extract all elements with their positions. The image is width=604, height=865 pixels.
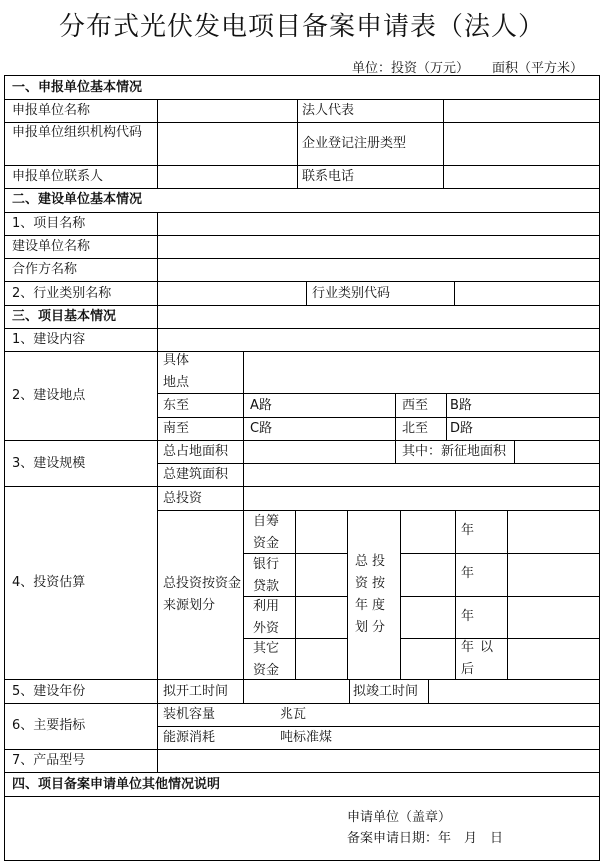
section-4-header: 四、项目备案申请单位其他情况说明 [12,777,221,792]
contact-field[interactable] [158,166,296,187]
builder-name-label: 建设单位名称 [12,239,91,254]
location-label: 2、建设地点 [12,388,86,403]
north-road-field[interactable]: D路 [450,421,474,436]
legal-rep-label: 法人代表 [302,103,355,118]
total-invest-label: 总投资 [163,491,203,506]
bank-loan-field[interactable] [296,554,346,595]
project-name-label: 1、项目名称 [12,216,86,231]
content-field[interactable] [158,329,599,350]
foreign-field[interactable] [296,597,346,637]
year-after-label: 年以后 [461,640,500,677]
other-info-field[interactable] [6,797,598,859]
year-3-field[interactable] [401,597,454,637]
model-field[interactable] [158,750,599,771]
reg-type-label: 企业登记注册类型 [302,136,407,151]
content-label: 1、建设内容 [12,332,86,347]
yearly-label: 总投资按年度划分 [355,554,390,635]
start-label: 拟开工时间 [163,684,229,699]
industry-name-label: 2、行业类别名称 [12,286,112,301]
phone-field[interactable] [444,166,599,187]
year-1-amount-field[interactable] [508,511,599,552]
investment-unit-note: 单位：投资（万元） [352,61,470,76]
industry-code-field[interactable] [455,282,599,304]
west-road-field[interactable]: B路 [450,398,472,413]
unit-name-label: 申报单位名称 [12,103,91,118]
self-fund-field[interactable] [296,511,346,552]
self-fund-label: 自筹资金 [253,514,280,551]
model-label: 7、产品型号 [12,753,86,768]
east-road-field[interactable]: A路 [250,398,272,413]
year-2-label: 年 [461,566,475,581]
year-3-label: 年 [461,609,475,624]
section-3-header: 三、项目基本情况 [12,309,117,324]
year-after-field[interactable] [401,639,454,678]
unit-name-field[interactable] [158,100,296,121]
partner-name-label: 合作方名称 [12,262,78,277]
land-area-label: 总占地面积 [163,444,229,459]
indicators-label: 6、主要指标 [12,718,86,733]
other-field[interactable] [296,639,346,678]
new-land-label: 其中：新征地面积 [402,444,507,459]
section-2-header: 二、建设单位基本情况 [12,192,143,207]
finish-label: 拟竣工时间 [353,684,419,699]
north-label: 北至 [402,421,429,436]
phone-label: 联系电话 [302,169,355,184]
building-area-label: 总建筑面积 [163,467,229,482]
year-1-field[interactable] [401,511,454,552]
foreign-label: 利用外资 [253,599,280,636]
south-road-field[interactable]: C路 [250,421,273,436]
area-unit-note: 面积（平方米） [492,61,584,76]
west-label: 西至 [402,398,429,413]
capacity-unit[interactable]: 兆瓦 [280,707,307,722]
scale-label: 3、建设规模 [12,456,86,471]
year-3-amount-field[interactable] [508,597,599,637]
industry-name-field[interactable] [158,282,305,304]
energy-label: 能源消耗 [163,730,216,745]
year-after-amount-field[interactable] [508,639,599,678]
industry-code-label: 行业类别代码 [312,286,391,301]
fund-source-label: 总投资按资金来源划分 [163,576,242,613]
finish-field[interactable] [429,680,599,702]
org-code-field[interactable] [158,123,296,164]
building-area-field[interactable] [244,464,599,485]
legal-rep-field[interactable] [444,100,599,121]
specific-place-field[interactable] [244,352,599,392]
new-land-field[interactable] [515,441,599,462]
section-1-header: 一、申报单位基本情况 [12,80,143,95]
year-2-amount-field[interactable] [508,554,599,595]
start-field[interactable] [244,680,348,702]
builder-name-field[interactable] [158,236,599,257]
east-label: 东至 [163,398,190,413]
other-label: 其它资金 [253,641,280,678]
capacity-label: 装机容量 [163,707,216,722]
form-title: 分布式光伏发电项目备案申请表（法人） [58,12,545,42]
applicant-seal-label: 申请单位（盖章） [347,810,452,825]
year-1-label: 年 [461,523,475,538]
energy-unit[interactable]: 吨标准煤 [280,730,333,745]
contact-label: 申报单位联系人 [12,169,104,184]
org-code-label: 申报单位组织机构代码 [12,125,143,140]
total-invest-field[interactable] [244,487,599,509]
specific-place-label: 具体地点 [163,353,190,390]
project-name-field[interactable] [158,213,599,234]
partner-name-field[interactable] [158,259,599,280]
apply-date-label: 备案申请日期：年 月 日 [347,831,504,846]
reg-type-field[interactable] [444,123,599,164]
years-label: 5、建设年份 [12,684,86,699]
south-label: 南至 [163,421,190,436]
year-2-field[interactable] [401,554,454,595]
investment-label: 4、投资估算 [12,575,86,590]
land-area-field[interactable] [244,441,394,462]
bank-loan-label: 银行贷款 [253,557,280,594]
